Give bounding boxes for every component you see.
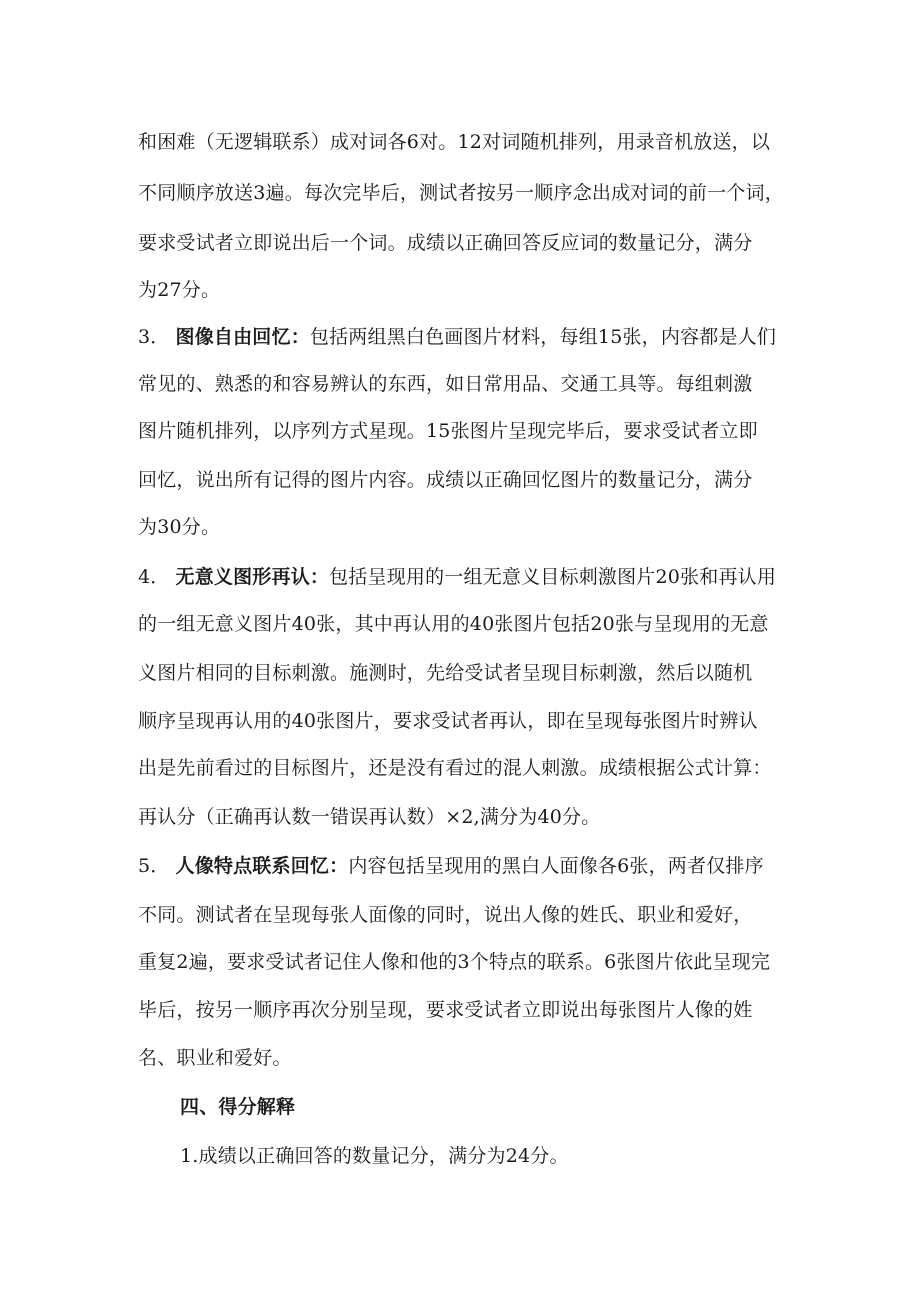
paragraph-line: 不同。测试者在呈现每张人面像的同时，说出人像的姓氏、职业和爱好，	[138, 904, 753, 926]
paragraph-line: 出是先前看过的目标图片，还是没有看过的混人刺激。成绩根据公式计算：	[138, 757, 772, 779]
paragraph-line: 不同顺序放送3遍。每次完毕后，测试者按另一顺序念出成对词的前一个词，	[138, 182, 784, 204]
paragraph-line: 再认分（正确再认数一错误再认数）×2,满分为40分。	[138, 806, 601, 828]
item-title: 人像特点联系回忆：	[175, 855, 349, 877]
paragraph-line: 图片随机排列，以序列方式星现。15张图片呈现完毕后，要求受试者立即	[138, 420, 758, 442]
paragraph-line: 和困难（无逻辑联系）成对词各6对。12对词随机排列，用录音机放送，以	[138, 131, 771, 153]
paragraph-line: 名、职业和爱好。	[138, 1047, 292, 1069]
paragraph-line: 要求受试者立即说出后一个词。成绩以正确回答反应词的数量记分，满分	[138, 232, 753, 254]
section-item: 1.成绩以正确回答的数量记分，满分为24分。	[180, 1145, 569, 1167]
item-number: 3．	[138, 326, 170, 348]
paragraph-line: 的一组无意义图片40张，其中再认用的40张图片包括20张与呈现用的无意	[138, 613, 769, 635]
item-number: 4．	[138, 566, 170, 588]
item-text: 包括两组黑白色画图片材料，每组15张，内容都是人们	[309, 326, 777, 348]
paragraph-line: 重复2遍，要求受试者记住人像和他的3个特点的联系。6张图片依此呈现完	[138, 951, 771, 973]
item-3-first-line	[138, 319, 776, 355]
item-title: 无意义图形再认：	[175, 566, 330, 588]
paragraph-line: 常见的、熟悉的和容易辨认的东西，如日常用品、交通工具等。每组刺激	[138, 373, 753, 395]
section-heading: 四、得分解释	[180, 1096, 296, 1118]
paragraph-line: 回忆，说出所有记得的图片内容。成绩以正确回忆图片的数量记分，满分	[138, 469, 753, 491]
paragraph-line: 为27分。	[138, 279, 221, 301]
paragraph-line: 毕后，按另一顺序再次分别呈现，要求受试者立即说出每张图片人像的姓	[138, 999, 753, 1021]
item-text: 包括呈现用的一组无意义目标刺激图片20张和再认用	[329, 566, 777, 588]
item-number: 5．	[138, 855, 170, 877]
paragraph-line: 为30分。	[138, 516, 221, 538]
item-title: 图像自由回忆：	[175, 326, 310, 348]
paragraph-line: 义图片相同的目标刺激。施测时，先给受试者呈现目标刺激，然后以随机	[138, 662, 753, 684]
item-5-first-line	[138, 848, 764, 884]
item-4-first-line	[138, 559, 776, 595]
paragraph-line: 顺序呈现再认用的40张图片，要求受试者再认，即在呈现每张图片时辨认	[138, 710, 758, 732]
item-text: 内容包括呈现用的黑白人面像各6张，两者仅排序	[348, 855, 764, 877]
